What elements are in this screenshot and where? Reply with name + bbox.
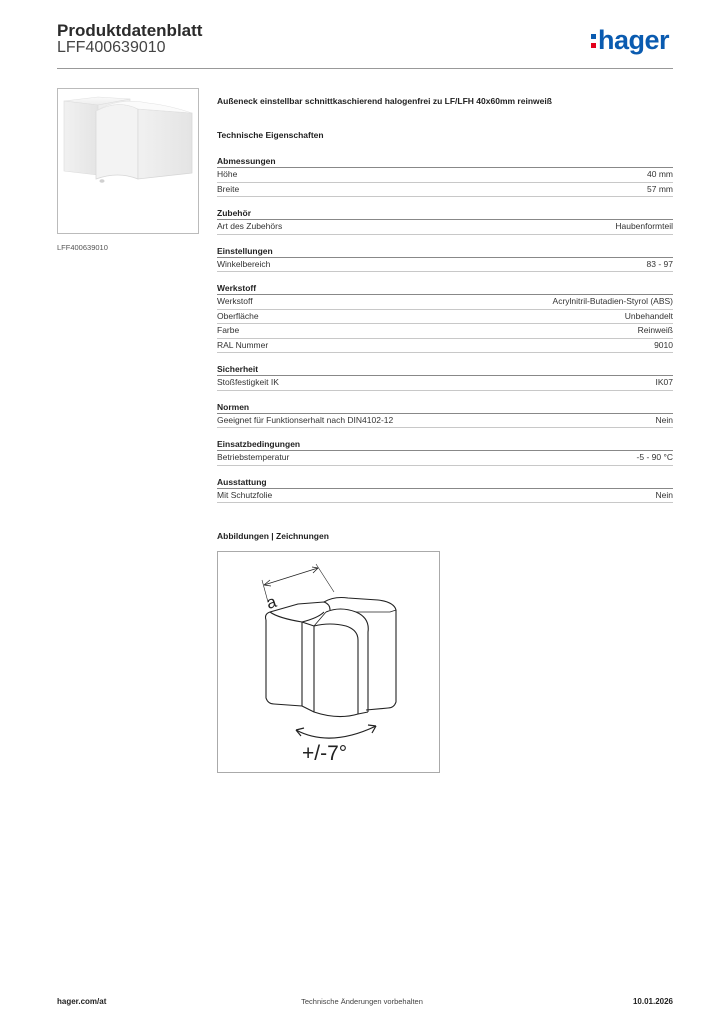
hager-logo[interactable] [591,27,669,54]
technical-drawing-image [218,552,439,772]
spec-value: Haubenformteil [615,221,673,231]
spec-label: Breite [217,183,240,194]
spec-value: 9010 [654,339,673,350]
spec-row [217,451,673,466]
product-photo [57,88,199,234]
spec-value: Nein [655,489,673,500]
article-number: LFF400639010 [57,39,166,56]
spec-row [217,339,673,354]
section-title: Normen [217,401,673,414]
spec-label: Höhe [217,169,238,179]
spec-value: 83 - 97 [646,258,673,269]
footer-website-link[interactable]: hager.com/at [57,997,107,1006]
dimension-label-a: a [263,591,279,613]
spec-value: -5 - 90 °C [636,452,673,462]
technical-properties-heading: Technische Eigenschaften [217,130,324,140]
spec-value: 40 mm [647,169,673,179]
spec-value: Unbehandelt [624,310,673,321]
spec-row [217,220,673,235]
logo-dots-icon [591,33,596,51]
footer-notice: Technische Änderungen vorbehalten [301,997,423,1006]
spec-label: Oberfläche [217,310,259,321]
spec-label: Werkstoff [217,296,253,306]
section-title: Werkstoff [217,282,673,295]
product-title: Außeneck einstellbar schnittkaschierend halogenfrei zu LF/LFH 40x60mm reinweiß [217,96,552,106]
section-title: Einsatzbedingungen [217,438,673,451]
page-title: Produktdatenblatt [57,21,203,40]
angle-label: +/-7° [302,742,348,765]
section-title: Abmessungen [217,155,673,168]
logo-text: hager [598,25,670,55]
section-sicherheit [217,363,673,391]
section-title: Sicherheit [217,363,673,376]
spec-value: Reinweiß [637,325,673,335]
spec-row [217,489,673,504]
technical-drawing [217,551,440,773]
section-werkstoff [217,282,673,353]
spec-label: Art des Zubehörs [217,221,283,231]
spec-value: Nein [655,414,673,425]
spec-row [217,310,673,325]
photo-caption: LFF400639010 [57,243,108,252]
spec-label: Mit Schutzfolie [217,489,273,500]
section-abmessungen [217,155,673,197]
header-divider [57,68,673,69]
spec-row [217,258,673,273]
spec-label: Stoßfestigkeit IK [217,377,279,387]
section-title: Ausstattung [217,476,673,489]
spec-value: IK07 [655,377,673,387]
section-normen [217,401,673,429]
product-photo-image [58,89,199,234]
spec-value: Acrylnitril-Butadien-Styrol (ABS) [552,296,673,306]
product-details [217,96,673,513]
section-ausstattung [217,476,673,504]
section-title: Zubehör [217,207,673,220]
spec-row [217,324,673,339]
spec-label: Geeignet für Funktionserhalt nach DIN4102-12 [217,414,394,425]
footer-date: 10.01.2026 [632,997,673,1006]
section-zubehoer [217,207,673,235]
spec-row [217,414,673,429]
spec-label: Winkelbereich [217,258,271,269]
spec-row [217,183,673,198]
section-title: Einstellungen [217,245,673,258]
spec-row [217,168,673,183]
spec-value: 57 mm [647,183,673,194]
spec-label: Betriebstemperatur [217,452,290,462]
spec-row [217,376,673,391]
spec-label: RAL Nummer [217,339,269,350]
spec-label: Farbe [217,325,240,335]
spec-row [217,295,673,310]
drawings-heading: Abbildungen | Zeichnungen [217,531,329,541]
section-einstellungen [217,245,673,273]
section-einsatzbedingungen [217,438,673,466]
